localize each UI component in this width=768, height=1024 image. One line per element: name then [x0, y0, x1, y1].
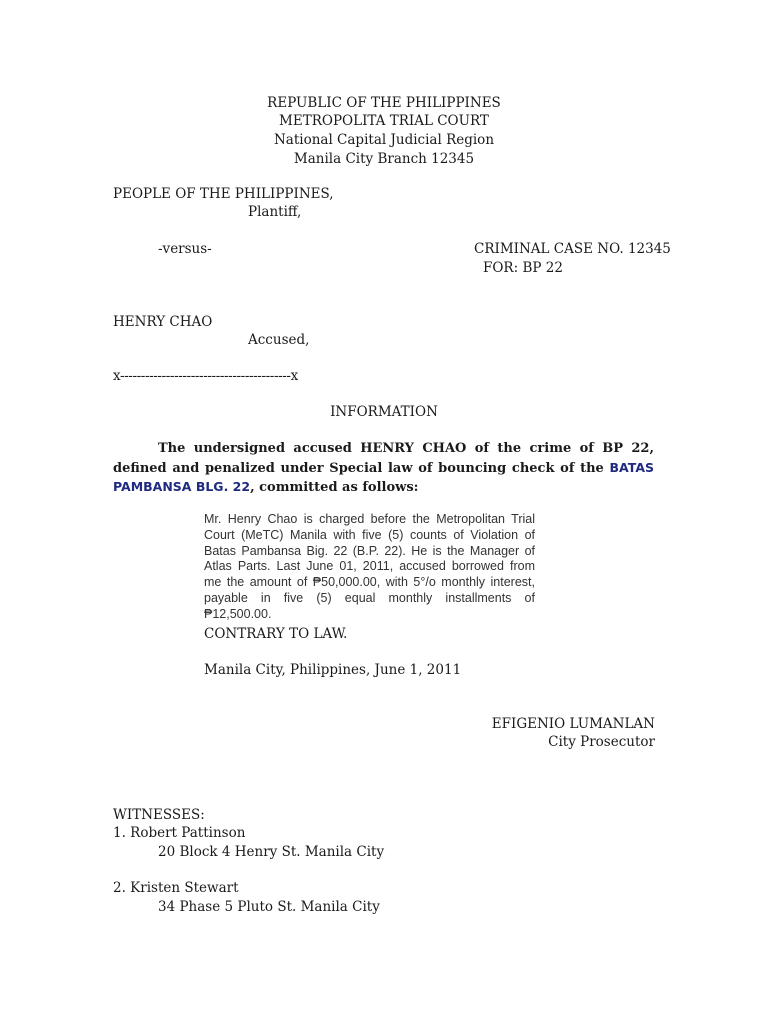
- intro-highlight: BATAS PAMBANSA BLG. 22: [113, 459, 654, 494]
- header-republic: REPUBLIC OF THE PHILIPPINES: [267, 95, 501, 111]
- header-court: METROPOLITA TRIAL COURT: [279, 113, 489, 129]
- intro-text-before: The undersigned accused HENRY CHAO of the crime of BP 22, defined and penalized under Special law of bouncing check of the: [113, 441, 654, 476]
- witness-address: 34 Phase 5 Pluto St. Manila City: [158, 899, 380, 915]
- place-date: Manila City, Philippines, June 1, 2011: [204, 662, 462, 678]
- contrary-to-law: CONTRARY TO LAW.: [204, 626, 348, 642]
- document-title: INFORMATION: [330, 404, 438, 420]
- witness-address: 20 Block 4 Henry St. Manila City: [158, 844, 385, 860]
- accused-role: Accused,: [248, 332, 310, 348]
- header-region: National Capital Judicial Region: [273, 132, 495, 148]
- versus-label: -versus-: [158, 241, 212, 257]
- separator-line: x-----------------------------------------x: [113, 368, 298, 384]
- case-for: FOR: BP 22: [483, 260, 563, 276]
- witness-name: 1. Robert Pattinson: [113, 825, 246, 841]
- witnesses-heading: WITNESSES:: [113, 807, 205, 823]
- plaintiff-role: Plantiff,: [248, 204, 302, 220]
- intro-paragraph: [113, 440, 654, 498]
- intro-text-after: , committed as follows:: [250, 480, 419, 495]
- plaintiff-name: PEOPLE OF THE PHILIPPINES,: [113, 186, 334, 202]
- header-branch: Manila City Branch 12345: [293, 151, 475, 167]
- body-paragraph: Mr. Henry Chao is charged before the Metropolitan Trial Court (MeTC) Manila with five (5) counts of Violation of Batas Pambansa Big. 22 (B.P. 22). He is the Manager of Atlas Parts. Last June 01, 2011, accused borrowed from me the amount of ₱50,000.00, with 5°/o monthly interest, payable in five (5) equal monthly installments of ₱12,500.00.: [204, 512, 535, 621]
- case-number: CRIMINAL CASE NO. 12345: [474, 241, 671, 257]
- witness-name: 2. Kristen Stewart: [113, 880, 239, 896]
- accused-name: HENRY CHAO: [113, 314, 213, 330]
- signatory-title: City Prosecutor: [548, 734, 655, 750]
- signatory-name: EFIGENIO LUMANLAN: [491, 716, 655, 732]
